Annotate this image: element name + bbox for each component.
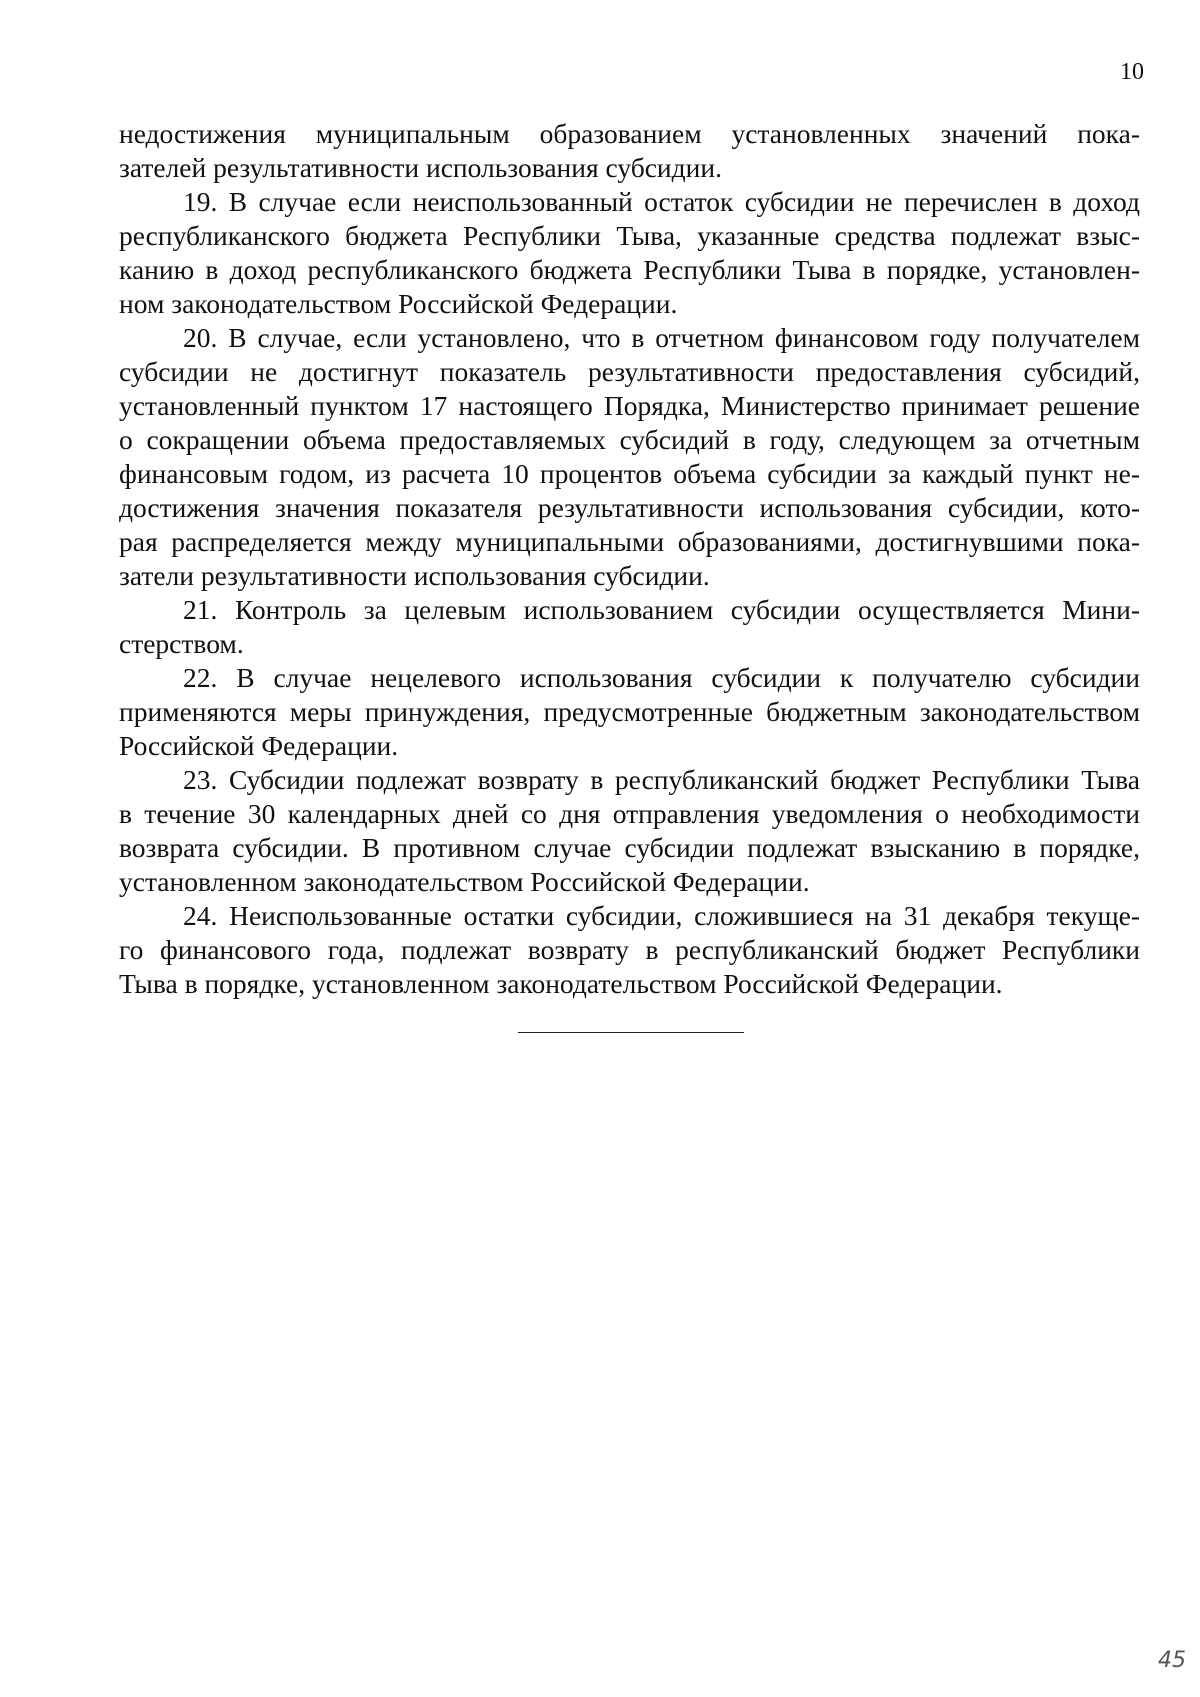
document-body bbox=[119, 117, 1140, 1001]
handwritten-folio-mark: 45 bbox=[1158, 1648, 1186, 1673]
text-line: недостижения муниципальным образованием установленных значений пока- bbox=[119, 118, 1140, 149]
text-line: о сокращении объема предоставляемых субсидий в году, следующем за отчетным bbox=[119, 424, 1140, 455]
text-line: 19. В случае если неиспользованный остаток субсидии не перечислен в доход bbox=[183, 186, 1140, 217]
text-line: 21. Контроль за целевым использованием субсидии осуществляется Мини- bbox=[183, 594, 1140, 625]
text-line: Тыва в порядке, установленном законодательством Российской Федерации. bbox=[119, 968, 1003, 999]
text-line: применяются меры принуждения, предусмотренные бюджетным законодательством bbox=[119, 696, 1140, 727]
text-line: финансовым годом, из расчета 10 процентов объема субсидии за каждый пункт не- bbox=[119, 458, 1140, 489]
paragraph-19 bbox=[119, 185, 1140, 321]
end-of-document-rule bbox=[518, 1032, 744, 1033]
text-line: установленном законодательством Российской Федерации. bbox=[119, 866, 810, 897]
paragraph-22 bbox=[119, 661, 1140, 763]
text-line: затели результативности использования субсидии. bbox=[119, 560, 710, 591]
text-line: Российской Федерации. bbox=[119, 730, 399, 761]
text-line: 20. В случае, если установлено, что в отчетном финансовом году получателем bbox=[183, 322, 1140, 353]
page-number: 10 bbox=[1120, 59, 1144, 85]
text-line: достижения значения показателя результативности использования субсидии, кото- bbox=[119, 492, 1140, 523]
text-line: 22. В случае нецелевого использования субсидии к получателю субсидии bbox=[183, 662, 1140, 693]
text-line: республиканского бюджета Республики Тыва, указанные средства подлежат взыс- bbox=[119, 220, 1140, 251]
text-line: стерством. bbox=[119, 628, 244, 659]
paragraph-21 bbox=[119, 593, 1140, 661]
text-line: возврата субсидии. В противном случае субсидии подлежат взысканию в порядке, bbox=[119, 832, 1140, 863]
text-line: канию в доход республиканского бюджета Республики Тыва в порядке, установлен- bbox=[119, 254, 1140, 285]
paragraph-24 bbox=[119, 899, 1140, 1001]
paragraph-continuation bbox=[119, 117, 1140, 185]
text-line: рая распределяется между муниципальными образованиями, достигнувшими пока- bbox=[119, 526, 1140, 557]
paragraph-23 bbox=[119, 763, 1140, 899]
paragraph-20 bbox=[119, 321, 1140, 593]
text-line: ном законодательством Российской Федерации. bbox=[119, 288, 678, 319]
text-line: субсидии не достигнут показатель результативности предоставления субсидий, bbox=[119, 356, 1140, 387]
text-line: го финансового года, подлежат возврату в республиканский бюджет Республики bbox=[119, 934, 1140, 965]
text-line: 23. Субсидии подлежат возврату в республиканский бюджет Республики Тыва bbox=[183, 764, 1140, 795]
text-line: в течение 30 календарных дней со дня отправления уведомления о необходимости bbox=[119, 798, 1140, 829]
text-line: установленный пунктом 17 настоящего Порядка, Министерство принимает решение bbox=[119, 390, 1140, 421]
text-line: зателей результативности использования субсидии. bbox=[119, 152, 722, 183]
text-line: 24. Неиспользованные остатки субсидии, сложившиеся на 31 декабря текуще- bbox=[183, 900, 1140, 931]
